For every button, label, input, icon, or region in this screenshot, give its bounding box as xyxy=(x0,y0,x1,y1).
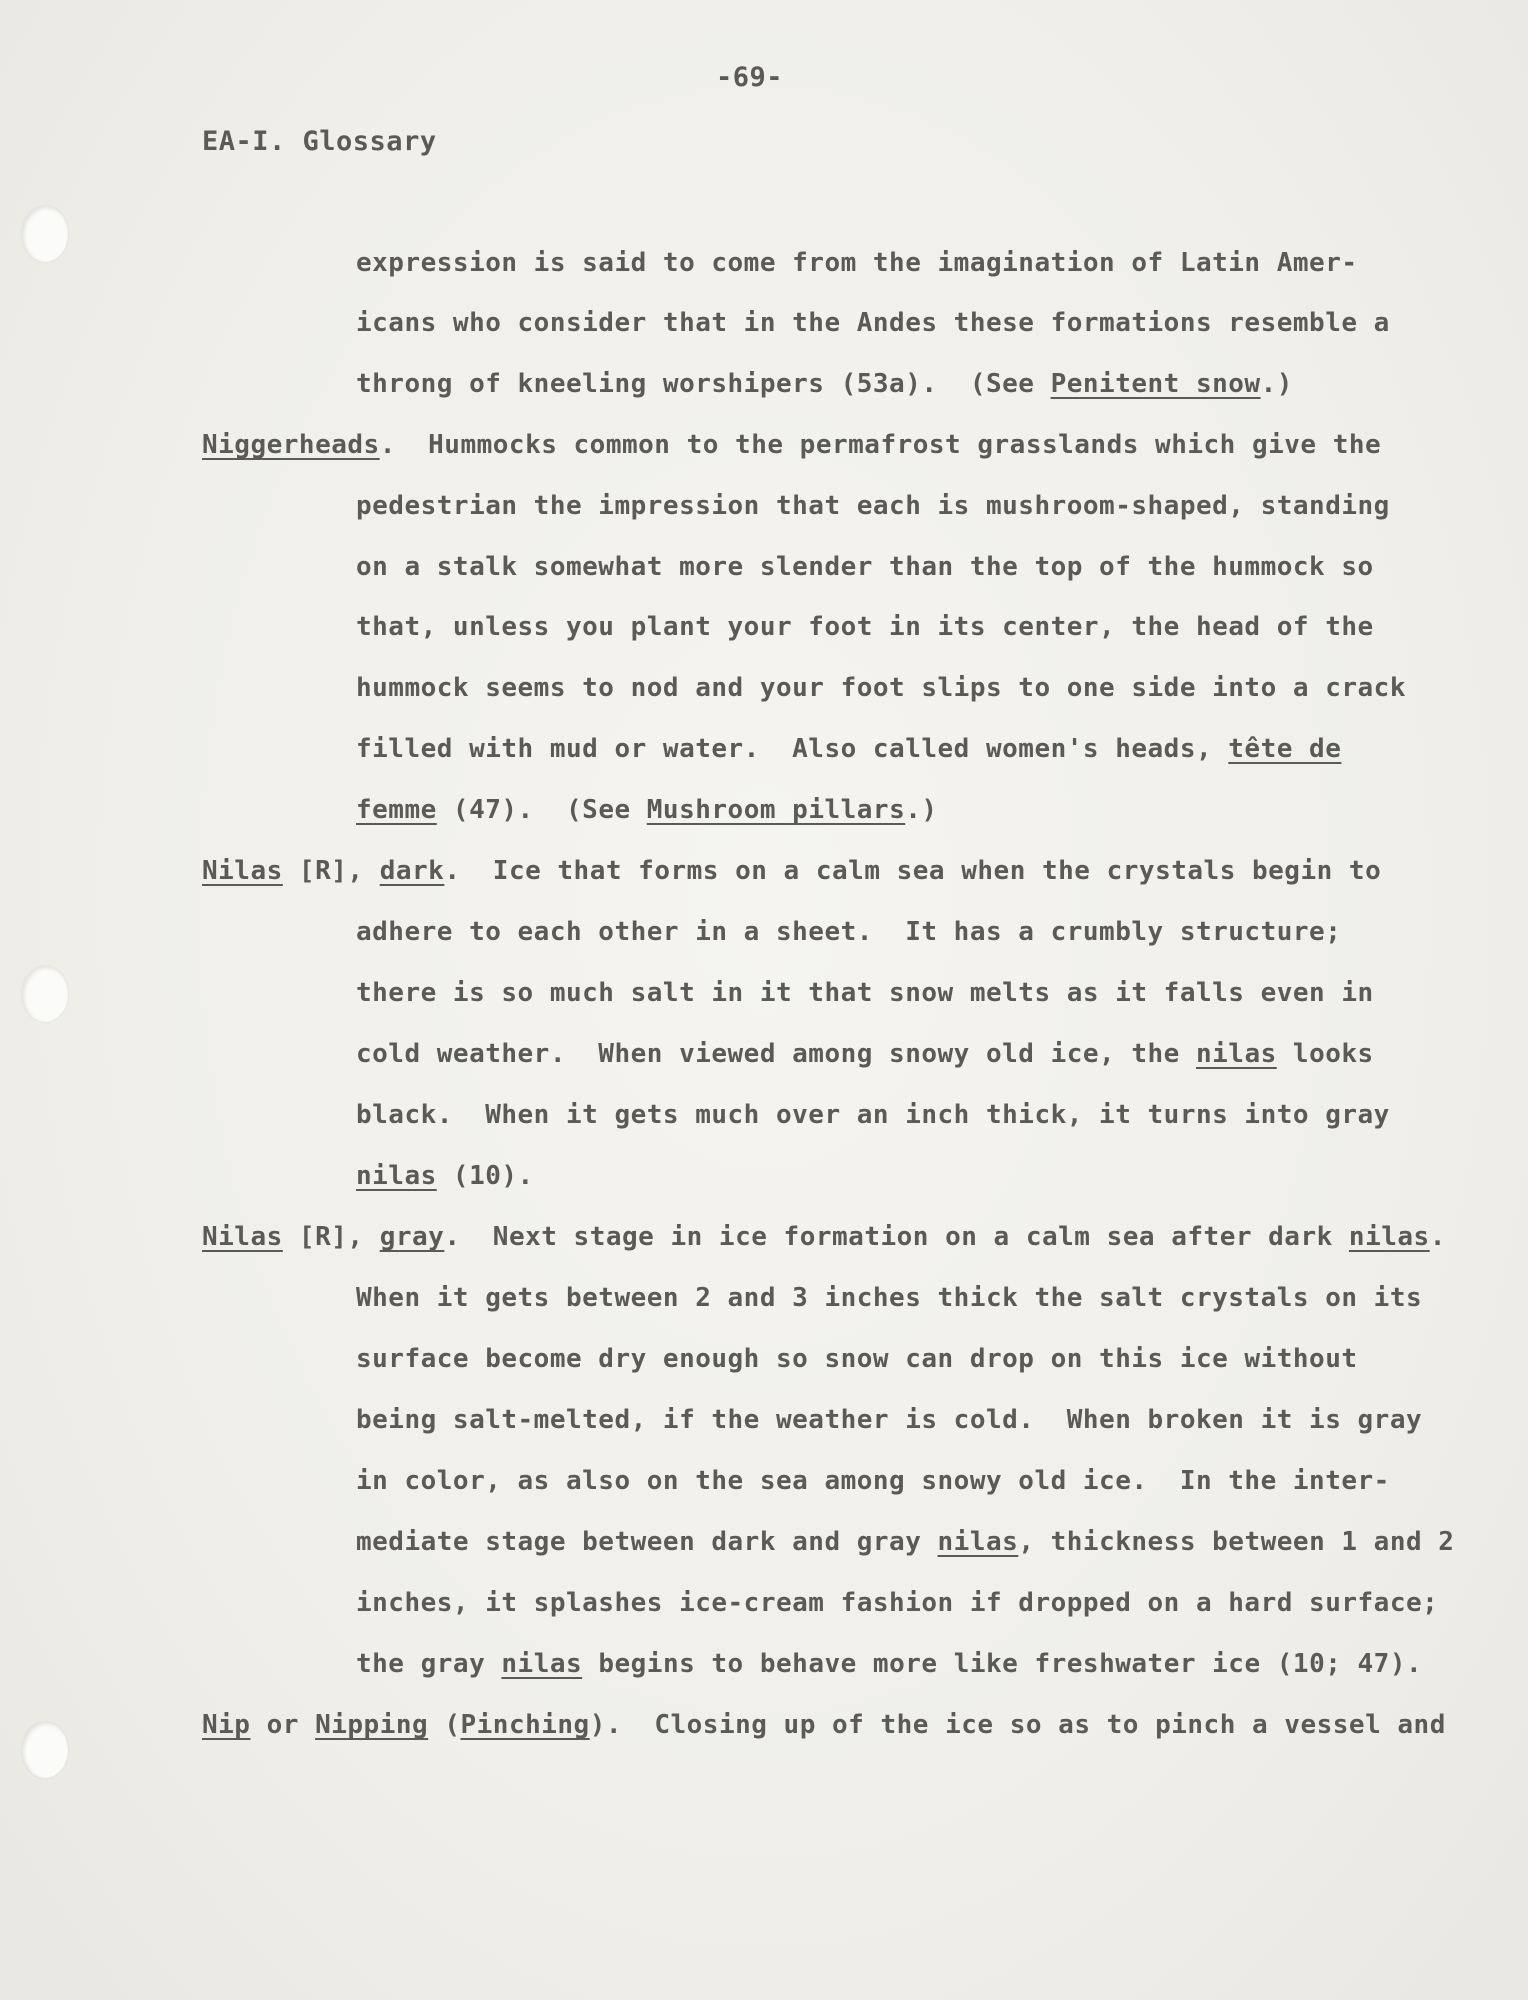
text-run: .) xyxy=(905,795,938,825)
text-line xyxy=(356,1588,1438,1618)
underlined-term: nilas xyxy=(1195,1039,1277,1069)
text-run: inches, it splashes ice-cream fashion if dropped on a hard surface; xyxy=(356,1588,1439,1618)
text-run: [R], xyxy=(282,856,380,886)
text-line xyxy=(356,1649,1422,1679)
text-run: adhere to each other in a sheet. It has a crumbly structure; xyxy=(356,917,1342,947)
text-run: being salt-melted, if the weather is cold. When broken it is gray xyxy=(356,1405,1423,1435)
underlined-term: Pinching xyxy=(460,1710,590,1740)
text-line xyxy=(202,1222,1446,1252)
underlined-term: nilas xyxy=(501,1649,583,1679)
underlined-term: Niggerheads xyxy=(202,430,380,460)
underlined-term: Nipping xyxy=(315,1710,429,1740)
text-line xyxy=(356,1344,1358,1374)
text-run: that, unless you plant your foot in its center, the head of the xyxy=(356,612,1374,642)
text-run: pedestrian the impression that each is mushroom-shaped, standing xyxy=(356,491,1390,521)
text-line xyxy=(356,1161,534,1191)
text-run: (10). xyxy=(436,1161,534,1191)
punch-hole-top xyxy=(22,206,68,262)
text-line xyxy=(356,612,1374,642)
text-line xyxy=(356,734,1341,764)
text-run: ). Closing up of the ice so as to pinch a vessel and xyxy=(589,1710,1446,1740)
text-line xyxy=(356,978,1374,1008)
text-run: mediate stage between dark and gray xyxy=(356,1527,938,1557)
text-run: icans who consider that in the Andes these formations resemble a xyxy=(356,308,1390,338)
underlined-term: tête de xyxy=(1228,734,1342,764)
underlined-term: Nilas xyxy=(202,856,283,886)
text-run: looks xyxy=(1276,1039,1374,1069)
underlined-term: Nip xyxy=(202,1710,251,1740)
underlined-term: nilas xyxy=(937,1527,1019,1557)
text-line xyxy=(202,430,1381,460)
text-line xyxy=(356,1405,1422,1435)
text-run: on a stalk somewhat more slender than the top of the hummock so xyxy=(356,552,1374,582)
page-number: -69- xyxy=(716,62,784,93)
text-line xyxy=(356,1527,1454,1557)
text-line xyxy=(356,795,938,825)
text-run: .) xyxy=(1260,369,1293,399)
text-line xyxy=(356,369,1293,399)
text-run: begins to behave more like freshwater ice (10; 47). xyxy=(582,1649,1423,1679)
text-run: surface become dry enough so snow can drop on this ice without xyxy=(356,1344,1358,1374)
text-line xyxy=(356,917,1341,947)
text-run: there is so much salt in it that snow melts as it falls even in xyxy=(356,978,1374,1008)
underlined-term: gray xyxy=(379,1222,445,1252)
text-run: or xyxy=(250,1710,316,1740)
text-line xyxy=(202,856,1381,886)
text-run: . Ice that forms on a calm sea when the crystals begin to xyxy=(444,856,1382,886)
underlined-term: nilas xyxy=(356,1161,437,1191)
text-line xyxy=(356,1100,1390,1130)
text-line xyxy=(356,1039,1374,1069)
text-run: throng of kneeling worshipers (53a). (See xyxy=(356,369,1051,399)
text-run: [R], xyxy=(282,1222,380,1252)
text-run: in color, as also on the sea among snowy old ice. In the inter- xyxy=(356,1466,1390,1496)
underlined-term: Mushroom pillars xyxy=(646,795,906,825)
text-run: black. When it gets much over an inch thick, it turns into gray xyxy=(356,1100,1390,1130)
text-run: , thickness between 1 and 2 xyxy=(1018,1527,1455,1557)
text-line xyxy=(356,491,1390,521)
text-run: . xyxy=(1429,1222,1446,1252)
text-run: . Hummocks common to the permafrost grasslands which give the xyxy=(379,430,1382,460)
text-line xyxy=(356,1283,1422,1313)
text-line xyxy=(356,673,1406,703)
text-line xyxy=(356,552,1374,582)
underlined-term: nilas xyxy=(1348,1222,1430,1252)
text-run: (47). (See xyxy=(436,795,647,825)
underlined-term: dark xyxy=(379,856,445,886)
text-run: expression is said to come from the imagination of Latin Amer- xyxy=(356,248,1358,278)
text-line xyxy=(202,1710,1446,1740)
underlined-term: femme xyxy=(356,795,437,825)
text-line xyxy=(356,248,1358,278)
punch-hole-bottom xyxy=(22,1722,68,1778)
text-line xyxy=(356,1466,1390,1496)
text-run: cold weather. When viewed among snowy old ice, the xyxy=(356,1039,1196,1069)
text-run: ( xyxy=(428,1710,461,1740)
punch-hole-middle xyxy=(22,966,68,1022)
text-run: the gray xyxy=(356,1649,502,1679)
underlined-term: Nilas xyxy=(202,1222,283,1252)
text-run: hummock seems to nod and your foot slips to one side into a crack xyxy=(356,673,1406,703)
section-header: EA-I. Glossary xyxy=(202,126,437,157)
text-run: . Next stage in ice formation on a calm sea after dark xyxy=(444,1222,1349,1252)
text-run: When it gets between 2 and 3 inches thick the salt crystals on its xyxy=(356,1283,1423,1313)
underlined-term: Penitent snow xyxy=(1050,369,1261,399)
text-run: filled with mud or water. Also called women's heads, xyxy=(356,734,1229,764)
text-line xyxy=(356,308,1390,338)
